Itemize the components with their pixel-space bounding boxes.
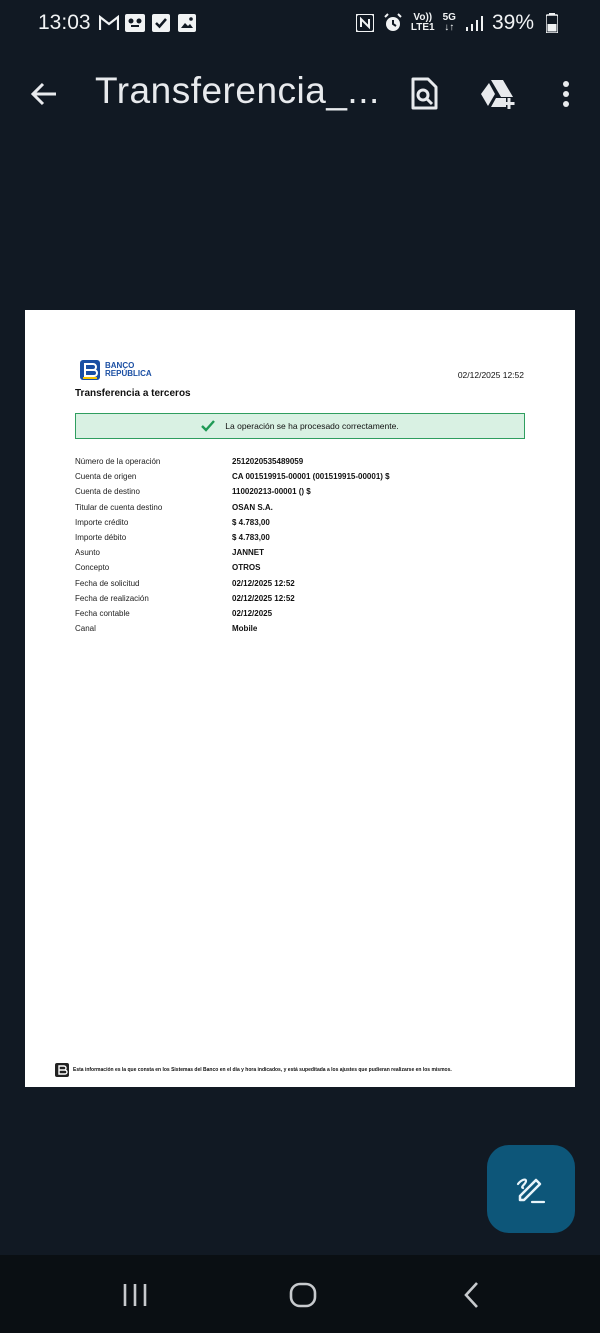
detail-label: Fecha contable [75, 608, 130, 618]
checkbox-icon [151, 13, 171, 33]
signal-icon [464, 13, 484, 33]
detail-value: JANNET [232, 548, 265, 558]
app-bar [0, 56, 600, 130]
detail-row [75, 591, 525, 606]
gmail-icon [99, 13, 119, 33]
more-options-button[interactable] [546, 74, 586, 114]
detail-label: Asunto [75, 548, 100, 558]
pdf-page[interactable] [25, 310, 575, 1087]
status-bar [0, 0, 600, 46]
detail-value: $ 4.783,00 [232, 533, 270, 543]
alarm-icon [383, 13, 403, 33]
bank-logo [80, 360, 152, 380]
detail-value: 02/12/2025 12:52 [232, 578, 295, 588]
detail-value: OTROS [232, 563, 261, 573]
home-button[interactable] [283, 1275, 323, 1315]
arrow-left-icon [29, 79, 59, 109]
detail-row [75, 560, 525, 575]
detail-row [75, 621, 525, 636]
google-drive-add-icon [479, 78, 517, 110]
detail-value: 02/12/2025 [232, 608, 273, 618]
detail-row [75, 454, 525, 469]
detail-label: Concepto [75, 563, 110, 573]
nfc-icon [355, 13, 375, 33]
detail-label: Cuenta de origen [75, 472, 137, 482]
detail-row [75, 576, 525, 591]
detail-row [75, 515, 525, 530]
home-icon [289, 1281, 317, 1309]
detail-label: Titular de cuenta destino [75, 502, 163, 512]
volte-indicator: Vo)) LTE1 [410, 12, 435, 33]
detail-row [75, 500, 525, 515]
detail-value: $ 4.783,00 [232, 517, 270, 527]
document-date: 02/12/2025 12:52 [457, 370, 524, 380]
document-footer [55, 1063, 452, 1077]
detail-label: Fecha de realización [75, 593, 149, 603]
detail-label: Fecha de solicitud [75, 578, 140, 588]
detail-row [75, 530, 525, 545]
more-vert-icon [561, 79, 571, 109]
document-title: Transferencia_... [95, 70, 380, 111]
detail-label: Número de la operación [75, 457, 161, 467]
detail-row [75, 606, 525, 621]
status-time: 13:03 [38, 11, 91, 34]
detail-value: 110020213-00001 () $ [232, 487, 311, 497]
back-button[interactable] [24, 74, 64, 114]
transfer-details [75, 454, 525, 636]
nav-back-button[interactable] [452, 1275, 492, 1315]
check-icon [201, 420, 215, 432]
detail-label: Cuenta de destino [75, 487, 140, 497]
detail-row [75, 484, 525, 499]
chevron-left-icon [461, 1280, 483, 1310]
battery-percent: 39% [491, 11, 534, 34]
search-in-document-button[interactable] [404, 74, 444, 114]
success-banner [75, 413, 525, 439]
bank-logo-icon [80, 360, 100, 380]
search-document-icon [409, 77, 439, 111]
bank-logo-small-icon [55, 1063, 69, 1077]
system-nav-bar [0, 1255, 600, 1333]
image-icon [177, 13, 197, 33]
detail-label: Importe débito [75, 533, 127, 543]
success-message: La operación se ha procesado correctamente. [225, 421, 399, 431]
recent-apps-icon [121, 1282, 149, 1308]
detail-label: Importe crédito [75, 517, 129, 527]
detail-row [75, 469, 525, 484]
detail-value: 2512020535489059 [232, 457, 304, 467]
detail-value: Mobile [232, 624, 258, 634]
add-to-drive-button[interactable] [478, 74, 518, 114]
detail-label: Canal [75, 624, 96, 634]
voicemail-icon [125, 13, 145, 33]
edit-pen-icon [514, 1172, 548, 1206]
detail-row [75, 545, 525, 560]
detail-value: 02/12/2025 12:52 [232, 593, 295, 603]
document-heading: Transferencia a terceros [75, 388, 191, 399]
edit-fab-button[interactable] [487, 1145, 575, 1233]
recent-apps-button[interactable] [115, 1275, 155, 1315]
battery-icon [542, 13, 562, 33]
detail-value: OSAN S.A. [232, 502, 273, 512]
bank-name: BANCO REPÚBLICA [105, 361, 152, 378]
detail-value: CA 001519915-00001 (001519915-00001) $ [232, 472, 390, 482]
network-5g-indicator: 5G ↓↑ [442, 12, 456, 33]
footer-disclaimer: Esta información es la que consta en los Sistemas del Banco en el día y hora indicados, y está supeditada a los ajustes que pudieran realizarse en los mismos. [73, 1067, 452, 1073]
